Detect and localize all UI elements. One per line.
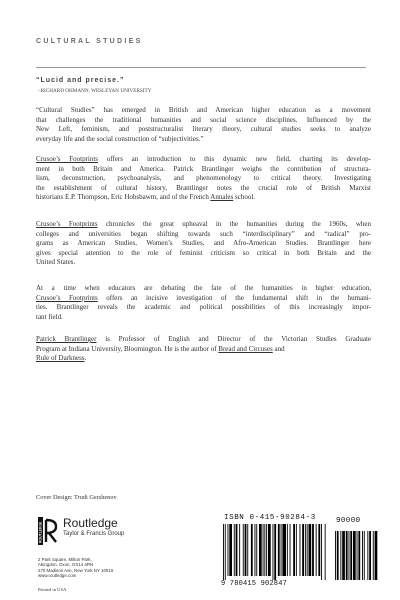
journal-title: Annales bbox=[210, 193, 234, 202]
text-line: Program at Indiana University, Bloomington. He is the author of Bread and Circuses and bbox=[36, 344, 285, 353]
barcode-bar bbox=[234, 524, 235, 576]
barcode-bar bbox=[364, 531, 365, 580]
barcode-bar bbox=[349, 531, 350, 580]
barcode-bar bbox=[318, 524, 320, 576]
address-line: www.routledge.com bbox=[38, 573, 77, 579]
text-line: Rule of Darkness. bbox=[36, 354, 87, 363]
barcode-bar bbox=[223, 524, 224, 580]
barcode-bar bbox=[375, 531, 378, 580]
text-line: that challenges the traditional humanities and social science disciplines. Influenced by the bbox=[36, 115, 371, 124]
text-line: gives special attention to the role of feminist criticism so critical in both Britain and the bbox=[36, 248, 371, 257]
paragraph-intro bbox=[36, 106, 371, 144]
address-line: Abingdon, Oxon, OX14 4RN bbox=[38, 562, 94, 568]
isbn-label: ISBN 0-415-90284-3 bbox=[224, 514, 316, 522]
text-line: Crusoe’s Footprints offers an introduction to this dynamic new field, charting its develop- bbox=[36, 155, 371, 163]
text-line: Crusoe’s Footprints chronicles the great upheaval in the humanities during the 1960s, when bbox=[36, 220, 371, 228]
barcode-bar bbox=[367, 531, 368, 580]
text-line: historians E.P. Thompson, Eric Hobsbawm, and of the French Annales school. bbox=[36, 193, 256, 202]
barcode-bar bbox=[362, 531, 363, 580]
barcode-bar bbox=[245, 524, 247, 576]
barcode-bar bbox=[239, 524, 240, 576]
barcode-bar bbox=[282, 524, 286, 576]
series-label: CULTURAL STUDIES bbox=[36, 38, 143, 45]
barcode-bar bbox=[325, 524, 326, 580]
review-attribution: –RICHARD OHMANN, WESLEYAN UNIVERSITY bbox=[38, 88, 152, 94]
barcode-bar bbox=[302, 524, 304, 576]
barcode-bar bbox=[342, 531, 345, 580]
barcode-bar bbox=[259, 524, 262, 576]
text-line: ties. Brantlinger reveals the academic and political possibilities of this increasingly impor- bbox=[36, 303, 371, 312]
barcode-bar bbox=[243, 524, 244, 576]
barcode-bar bbox=[229, 524, 232, 576]
text-line: grams as American Studies, Women’s Studies, and Afro-American Studies. Brantlinger here bbox=[36, 239, 371, 248]
author-name: Patrick Brantlinger bbox=[36, 335, 97, 343]
publisher-name: Routledge bbox=[63, 516, 118, 530]
address-line: 270 Madison Ave, New York NY 10016 bbox=[38, 567, 114, 573]
barcode-bar bbox=[337, 531, 339, 580]
barcode-bar bbox=[278, 524, 280, 576]
barcode-bar bbox=[357, 531, 358, 580]
paragraph-author-bio bbox=[36, 335, 371, 364]
barcode-bar bbox=[340, 531, 341, 580]
text-line: Patrick Brantlinger is Professor of English and Director of the Victorian Studies Graduate bbox=[36, 335, 371, 343]
logo-side-text: ROUTLEDGE bbox=[38, 521, 43, 543]
barcode-bar bbox=[335, 531, 336, 580]
barcode-digits: 9 780415 902847 bbox=[221, 580, 288, 588]
text-line: Crusoe’s Footprints offers an incisive investigation of the fundamental shift in the humani- bbox=[36, 293, 371, 302]
text-line: United States. bbox=[36, 258, 76, 267]
publisher-group: Taylor & Francis Group bbox=[63, 531, 125, 537]
text-line: ment in both Britain and America. Patrick Brantlinger weighs the contribution of structura- bbox=[36, 164, 371, 173]
text-line: colleges and universities began shifting towards such “interdisciplinary” and “radical” pro- bbox=[36, 229, 371, 238]
price-addon-barcode bbox=[334, 531, 378, 580]
barcode-bar bbox=[225, 524, 226, 580]
barcode-bar bbox=[373, 531, 374, 580]
text-line: tant field. bbox=[36, 312, 63, 321]
text-line: New Left, feminism, and poststructuralist literary theory, cultural studies seeks to analyze bbox=[36, 125, 371, 134]
address-line: 2 Park Square, Milton Park, bbox=[38, 557, 92, 562]
text-line: At a time when educators are debating the fate of the humanities in higher education, bbox=[36, 284, 371, 292]
barcode-bar bbox=[274, 524, 276, 580]
barcode-bar bbox=[263, 524, 264, 576]
barcode-bar bbox=[346, 531, 348, 580]
barcode-bar bbox=[247, 524, 248, 576]
barcode-bar bbox=[293, 524, 295, 576]
barcode-bar bbox=[273, 524, 274, 580]
barcode-bar bbox=[287, 524, 288, 576]
barcode-bar bbox=[312, 524, 314, 576]
barcode-bar bbox=[251, 524, 253, 576]
other-book-title: Bread and Circuses bbox=[218, 344, 273, 353]
barcode-bar bbox=[296, 524, 297, 576]
barcode-bar bbox=[255, 524, 256, 576]
cover-design-credit: Cover Design: Trudi Gershenov bbox=[36, 494, 117, 501]
barcode-bar bbox=[321, 524, 322, 580]
publisher-address bbox=[38, 557, 113, 579]
barcode-bar bbox=[256, 524, 257, 576]
barcode-bar bbox=[353, 531, 356, 580]
barcode-bar bbox=[309, 524, 312, 576]
barcode-bar bbox=[305, 524, 306, 576]
barcode-bar bbox=[300, 524, 301, 576]
barcode-bar bbox=[358, 531, 360, 580]
paragraph-overview bbox=[36, 155, 371, 203]
paragraph-history bbox=[36, 220, 371, 268]
routledge-logo-icon bbox=[38, 517, 58, 545]
other-book-title: Rule of Darkness bbox=[36, 354, 85, 363]
barcode-bar bbox=[268, 524, 271, 576]
barcode-bar bbox=[264, 524, 265, 576]
barcode-bar bbox=[369, 531, 371, 580]
barcode-bar bbox=[236, 524, 238, 576]
printed-in: Printed in USA bbox=[38, 587, 67, 592]
text-line: lism, deconstruction, psychoanalysis, and phenomenology to critical theory. Investigating bbox=[36, 174, 371, 183]
barcode-bar bbox=[228, 524, 229, 576]
book-title: Crusoe’s Footprints bbox=[36, 155, 99, 163]
text-line: everyday life and the social construction of “subjectivities.” bbox=[36, 134, 204, 143]
header-divider bbox=[36, 67, 366, 68]
ean-barcode bbox=[222, 524, 330, 580]
text-line: the establishment of cultural history, Brantlinger notes the crucial role of British Marxist bbox=[36, 183, 371, 192]
book-title: Crusoe’s Footprints bbox=[36, 293, 98, 302]
price-addon-code: 90000 bbox=[336, 517, 361, 525]
book-title: Crusoe’s Footprints bbox=[36, 220, 98, 228]
paragraph-significance bbox=[36, 284, 371, 322]
text-line: “Cultural Studies” has emerged in British and American higher education as a movement bbox=[36, 106, 371, 114]
barcode-bar bbox=[281, 524, 282, 576]
barcode-bar bbox=[350, 531, 352, 580]
barcode-bar bbox=[316, 524, 317, 576]
review-quote: “Lucid and precise.” bbox=[36, 77, 125, 84]
barcode-bar bbox=[266, 524, 267, 576]
barcode-bar bbox=[307, 524, 308, 576]
barcode-bar bbox=[290, 524, 291, 576]
